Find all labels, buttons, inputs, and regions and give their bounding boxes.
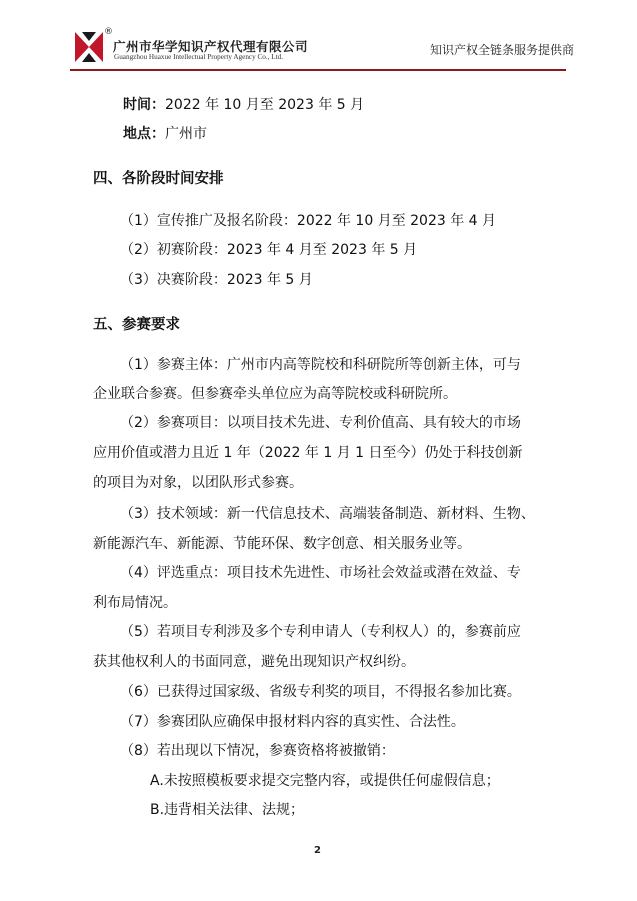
paragraph-line: 企业联合参赛。但参赛牵头单位应为高等院校或科研院所。 — [93, 386, 457, 402]
paragraph-line: （2）初赛阶段：2023 年 4 月至 2023 年 5 月 — [120, 242, 418, 258]
list-item: B.违背相关法律、法规； — [150, 802, 305, 818]
paragraph-line: 利布局情况。 — [93, 595, 177, 611]
paragraph-line: 新能源汽车、新能源、节能环保、数字创意、相关服务业等。 — [93, 536, 471, 552]
page-header — [0, 0, 637, 80]
paragraph-line: （6）已获得过国家级、省级专利奖的项目，不得报名参加比赛。 — [120, 684, 521, 700]
time-value: 2022 年 10 月至 2023 年 5 月 — [165, 97, 365, 113]
paragraph-line: 获其他权利人的书面同意，避免出现知识产权纠纷。 — [93, 654, 415, 670]
paragraph-line: （1）参赛主体：广州市内高等院校和科研院所等创新主体，可与 — [120, 357, 521, 373]
paragraph-line: （3）决赛阶段：2023 年 5 月 — [120, 272, 313, 288]
registered-mark: ® — [104, 27, 113, 37]
paragraph-line: （4）评选重点：项目技术先进性、市场社会效益或潜在效益、专 — [120, 565, 521, 581]
paragraph-line: （3）技术领域：新一代信息技术、高端装备制造、新材料、生物、 — [120, 506, 535, 522]
time-label: 时间： — [123, 97, 165, 113]
page-number: 2 — [314, 845, 321, 856]
company-logo-icon — [74, 30, 104, 64]
paragraph-line: （5）若项目专利涉及多个专利申请人（专利权人）的，参赛前应 — [120, 624, 521, 640]
list-item: A.未按照模板要求提交完整内容，或提供任何虚假信息； — [150, 773, 500, 789]
paragraph-line: （2）参赛项目：以项目技术先进、专利价值高、具有较大的市场 — [120, 415, 521, 431]
paragraph-line: 的项目为对象，以团队形式参赛。 — [93, 475, 303, 491]
paragraph-line: （7）参赛团队应确保申报材料内容的真实性、合法性。 — [120, 714, 465, 730]
paragraph-line: （1）宣传推广及报名阶段：2022 年 10 月至 2023 年 4 月 — [120, 213, 497, 229]
paragraph-line: 应用价值或潜力且近 1 年（2022 年 1 月 1 日至今）仍处于科技创新 — [93, 445, 523, 461]
company-name-cn: 广州市华学知识产权代理有限公司 — [113, 39, 309, 54]
time-line — [123, 96, 364, 114]
place-label: 地点： — [123, 126, 165, 142]
header-slogan: 知识产权全链条服务提供商 — [430, 43, 575, 57]
section-heading: 五、参赛要求 — [93, 317, 180, 333]
section-heading: 四、各阶段时间安排 — [93, 171, 224, 187]
paragraph-line: （8）若出现以下情况，参赛资格将被撤销： — [120, 743, 395, 759]
company-name-en: Guangzhou Huaxue Intellectual Property Agency Co., Ltd. — [114, 53, 284, 61]
header-divider — [70, 69, 566, 71]
place-value: 广州市 — [165, 126, 207, 142]
place-line — [123, 125, 207, 143]
